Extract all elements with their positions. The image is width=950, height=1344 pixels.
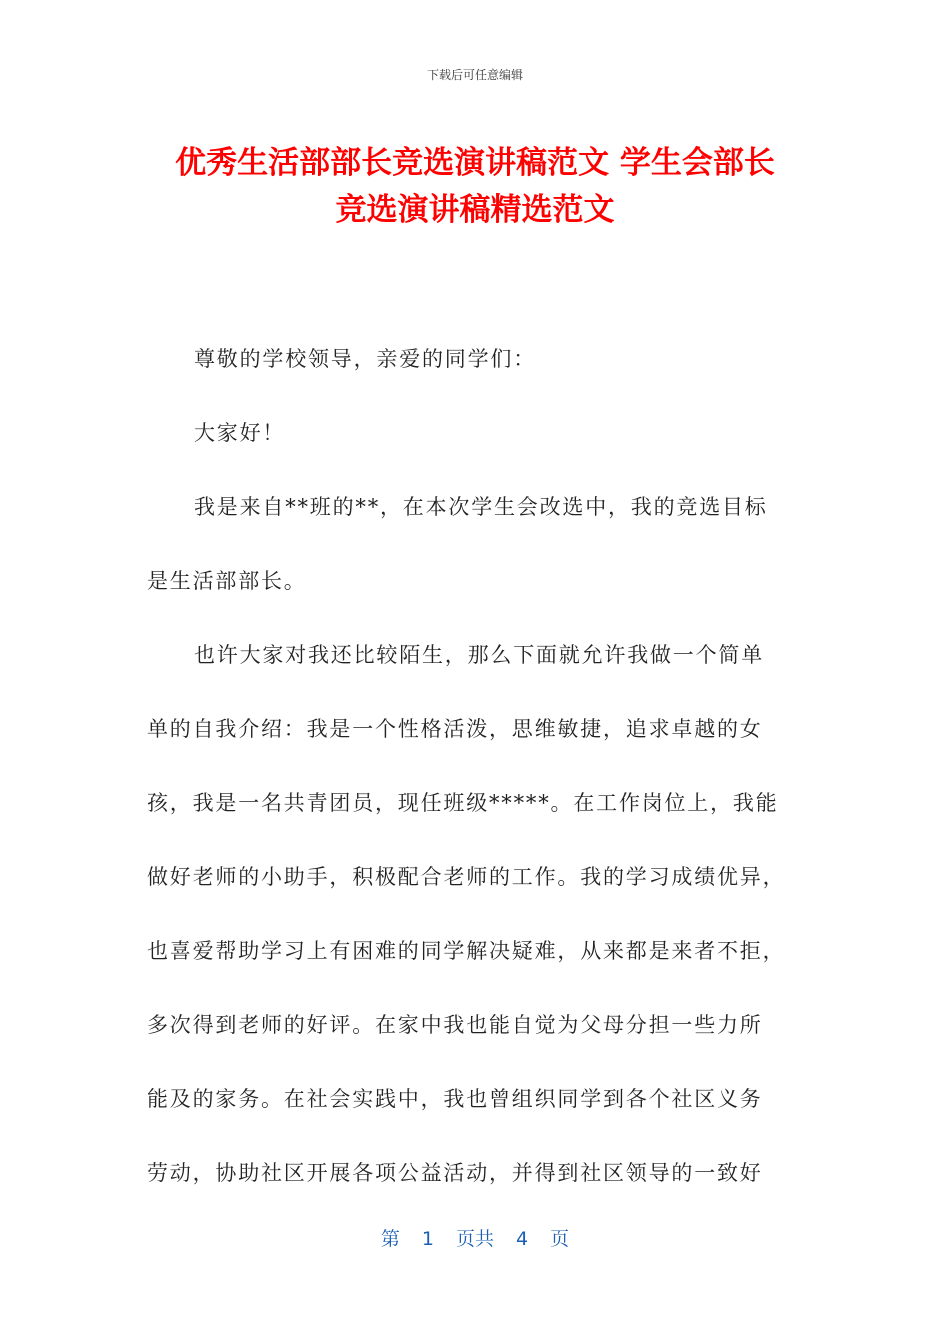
body-line: 也许大家对我还比较陌生，那么下面就允许我做一个简单 [194,643,764,667]
title-line-2: 竞选演讲稿精选范文 [335,192,615,228]
body-line: 单的自我介绍：我是一个性格活泼，思维敏捷，追求卓越的女 [147,717,763,741]
body-line: 劳动，协助社区开展各项公益活动，并得到社区领导的一致好 [147,1161,763,1185]
title-line-1: 优秀生活部部长竞选演讲稿范文 学生会部长 [175,145,775,181]
footer-total-pages: 4 [516,1228,529,1250]
body-line-salutation: 尊敬的学校领导，亲爱的同学们： [194,347,536,371]
body-line-greeting: 大家好！ [194,421,286,445]
footer-middle: 页共 [455,1228,494,1250]
page-footer [0,1226,950,1252]
body-line: 也喜爱帮助学习上有困难的同学解决疑难，从来都是来者不拒， [147,939,786,963]
body-line: 能及的家务。在社会实践中，我也曾组织同学到各个社区义务 [147,1087,763,1111]
body-line: 孩，我是一名共青团员，现任班级*****。在工作岗位上，我能 [147,791,779,815]
header-note: 下载后可任意编辑 [426,68,523,82]
document-title [100,140,850,234]
body-line: 多次得到老师的好评。在家中我也能自觉为父母分担一些力所 [147,1013,763,1037]
footer-page-number: 1 [421,1228,434,1250]
footer-suffix: 页 [550,1228,570,1250]
body-line: 是生活部部长。 [147,569,307,593]
body-line: 我是来自**班的**，在本次学生会改选中，我的竞选目标 [194,495,768,519]
footer-prefix: 第 [380,1228,400,1250]
body-line: 做好老师的小助手，积极配合老师的工作。我的学习成绩优异， [147,865,786,889]
document-body [147,322,807,1210]
